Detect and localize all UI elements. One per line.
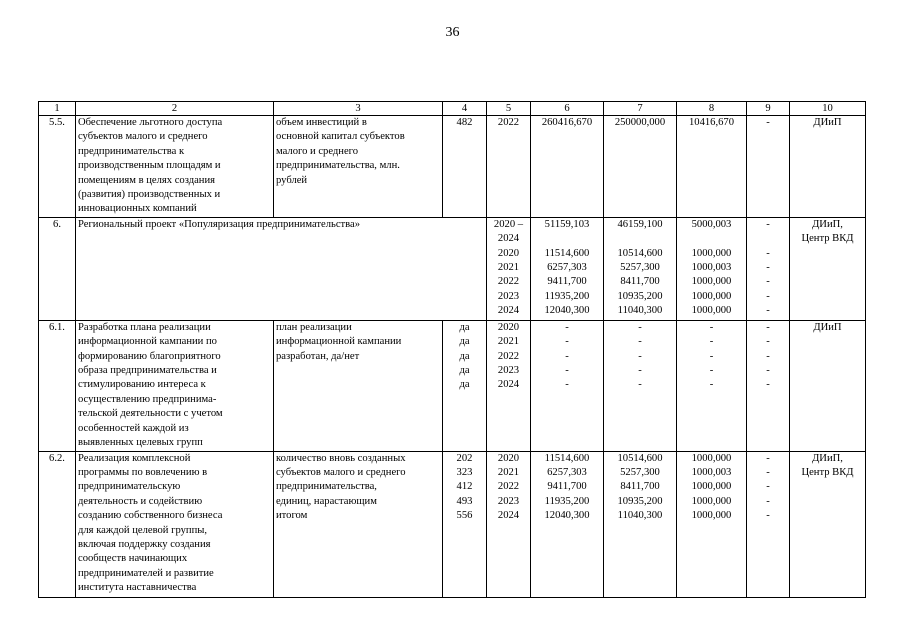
other-funding-line: - [766, 350, 770, 362]
local-funding-line: 1000,000 [691, 495, 732, 507]
other-funding-line: - [766, 218, 770, 230]
activity-name-line: созданию собственного бизнеса [78, 510, 223, 522]
other-funding-line: - [766, 262, 770, 274]
executor-line: Центр ВКД [801, 233, 854, 245]
total-funding-line: 12040,300 [544, 510, 590, 522]
total-funding-line: 11514,600 [544, 247, 590, 259]
plan-table [38, 101, 866, 598]
regional-funding-line: 5257,300 [620, 466, 660, 478]
year-cell-line: 2022 [497, 117, 520, 128]
total-funding-line: 12040,300 [544, 305, 590, 317]
indicator-text-line: информационной кампании [276, 336, 402, 348]
year-cell-line: 2021 [497, 262, 520, 274]
executor-line: ДИиП [813, 117, 842, 128]
total-funding-line: - [565, 365, 569, 377]
other-funding-line: - [766, 290, 770, 302]
total-funding-line: - [565, 379, 569, 391]
table-row [39, 320, 866, 451]
total-funding-line: 11935,200 [544, 495, 590, 507]
other-funding [747, 451, 790, 597]
target-value-line: 202 [456, 452, 473, 464]
activity-name-line: для каждой целевой группы, [78, 524, 208, 536]
total-funding [531, 320, 604, 451]
target-value [443, 116, 487, 218]
year-cell-line: 2023 [497, 365, 520, 377]
column-number-cell: 6 [531, 102, 604, 116]
activity-name-line: Реализация комплексной [78, 452, 191, 464]
year-cell [487, 116, 531, 218]
indicator-text [274, 451, 443, 597]
regional-funding [604, 217, 677, 320]
regional-funding-line: 46159,100 [617, 218, 663, 230]
indicator-text-line: малого и среднего [276, 145, 359, 157]
regional-funding-line: - [638, 350, 642, 362]
regional-funding-line: 10514,600 [617, 247, 663, 259]
row-number: 5.5. [39, 116, 76, 218]
row-number: 6.2. [39, 451, 76, 597]
indicator-text-line: предпринимательства, млн. [276, 160, 400, 172]
executor-line: Центр ВКД [801, 466, 854, 478]
year-cell-line: 2022 [497, 276, 520, 288]
other-funding-line: - [766, 466, 770, 478]
indicator-text-line: предпринимательства, [276, 481, 377, 493]
year-cell-line: 2020 [497, 321, 520, 333]
regional-funding [604, 116, 677, 218]
regional-funding-line: 11040,300 [617, 510, 663, 522]
year-cell-line: 2024 [497, 379, 520, 391]
activity-name [76, 451, 274, 597]
activity-name-line: формированию благоприятного [78, 350, 221, 362]
other-funding-line: - [766, 495, 770, 507]
page-number: 36 [445, 25, 460, 40]
project-title: Региональный проект «Популяризация предпринимательства» [76, 217, 487, 320]
column-number-cell: 4 [443, 102, 487, 116]
local-funding-line: - [709, 321, 714, 333]
column-number-cell: 10 [790, 102, 866, 116]
executor [790, 320, 866, 451]
activity-name-line: Разработка плана реализации [78, 321, 211, 333]
local-funding-line: 10416,670 [688, 117, 735, 128]
activity-name-line: осуществлению предпринима- [78, 393, 217, 405]
indicator-text-line: количество вновь созданных [276, 452, 406, 464]
executor-line: ДИиП [813, 321, 842, 333]
activity-name-line: особенностей каждой из [78, 422, 189, 434]
regional-funding-line: 11040,300 [617, 305, 663, 317]
local-funding-line: 1000,000 [691, 481, 732, 493]
target-value-line: да [459, 321, 470, 333]
executor [790, 217, 866, 320]
activity-name-line: предпринимателей и развитие [78, 567, 214, 579]
indicator-text [274, 116, 443, 218]
local-funding-line: - [709, 379, 714, 391]
year-cell [487, 451, 531, 597]
target-value-line: 482 [456, 117, 473, 128]
year-cell-line: 2021 [497, 466, 520, 478]
other-funding [747, 116, 790, 218]
total-funding-line: - [565, 336, 569, 348]
year-cell-line: 2023 [497, 495, 520, 507]
total-funding-line: 9411,700 [547, 481, 587, 493]
regional-funding-line: 10935,200 [617, 495, 663, 507]
other-funding [747, 217, 790, 320]
activity-name-line: помещениям в целях создания [78, 174, 216, 186]
target-value-line: 493 [456, 495, 473, 507]
target-value-line: да [459, 350, 470, 362]
indicator-text-line: итогом [276, 510, 308, 522]
local-funding-line: 1000,000 [691, 452, 732, 464]
year-cell-line: 2024 [497, 510, 520, 522]
target-value-line: 323 [456, 466, 473, 478]
other-funding-line: - [766, 510, 770, 522]
local-funding-line: 1000,000 [691, 510, 732, 522]
activity-name [76, 116, 274, 218]
regional-funding-line: 10514,600 [617, 452, 663, 464]
year-cell-line: 2020 [497, 452, 520, 464]
other-funding-line: - [766, 305, 770, 317]
total-funding-line: - [565, 350, 569, 362]
other-funding-line: - [766, 117, 770, 128]
local-funding-line: 1000,000 [691, 305, 732, 317]
indicator-text-line: основной капитал субъектов [276, 131, 405, 143]
indicator-text-line: субъектов малого и среднего [276, 466, 406, 478]
total-funding-line: 6257,303 [547, 262, 587, 274]
total-funding-line: - [565, 321, 569, 333]
other-funding-line: - [766, 276, 770, 288]
activity-name-line: выявленных целевых групп [78, 437, 203, 449]
indicator-text-line: объем инвестиций в [276, 117, 367, 128]
other-funding-line: - [766, 481, 770, 493]
regional-funding-line: - [638, 379, 642, 391]
other-funding-line: - [766, 365, 770, 377]
regional-funding-line: 5257,300 [620, 262, 660, 274]
local-funding [677, 217, 747, 320]
regional-funding-line: 8411,700 [620, 276, 660, 288]
local-funding-line: 1000,003 [691, 262, 732, 274]
column-number-cell: 3 [274, 102, 443, 116]
row-number: 6.1. [39, 320, 76, 451]
column-number-cell: 2 [76, 102, 274, 116]
indicator-text-line: план реализации [276, 321, 352, 333]
local-funding-line: - [709, 350, 714, 362]
activity-name-line: института наставничества [78, 582, 197, 594]
target-value-line: 556 [456, 510, 473, 522]
local-funding [677, 116, 747, 218]
total-funding-line: 51159,103 [544, 218, 590, 230]
total-funding-line: 6257,303 [547, 466, 587, 478]
regional-funding-line [606, 232, 674, 246]
local-funding-line [679, 232, 744, 246]
total-funding [531, 451, 604, 597]
executor [790, 451, 866, 597]
column-number-cell: 5 [487, 102, 531, 116]
local-funding-line: - [709, 365, 714, 377]
local-funding-line: 1000,003 [691, 466, 732, 478]
column-number-cell: 1 [39, 102, 76, 116]
activity-name-line: инновационных компаний [78, 203, 197, 215]
local-funding-line: 1000,000 [691, 276, 732, 288]
table-row [39, 451, 866, 597]
activity-name-line: тельской деятельности с учетом [78, 408, 223, 420]
other-funding-line: - [766, 379, 770, 391]
total-funding-line: 260416,670 [541, 117, 593, 128]
other-funding [747, 320, 790, 451]
local-funding [677, 451, 747, 597]
year-cell-line: 2022 [497, 350, 520, 362]
table-row [39, 217, 866, 320]
activity-name-line: сообществ начинающих [78, 553, 188, 565]
activity-name-line: предпринимательскую [78, 481, 181, 493]
regional-funding-line: - [638, 321, 642, 333]
total-funding-line: 9411,700 [547, 276, 587, 288]
activity-name [76, 320, 274, 451]
year-cell-line: 2023 [497, 290, 520, 302]
year-cell-line: 2024 [497, 233, 520, 245]
indicator-text-line: рублей [276, 174, 308, 186]
other-funding-line: - [766, 452, 770, 464]
indicator-text-line: единиц, нарастающим [276, 495, 377, 507]
regional-funding [604, 320, 677, 451]
activity-name-line: деятельность и содействию [78, 495, 203, 507]
local-funding-line: 1000,000 [691, 290, 732, 302]
activity-name-line: субъектов малого и среднего [78, 131, 208, 143]
activity-name-line: образа предпринимательства и [78, 365, 217, 377]
year-cell-line: 2024 [497, 305, 520, 317]
indicator-text-line: разработан, да/нет [276, 350, 360, 362]
regional-funding-line: 10935,200 [617, 290, 663, 302]
activity-name-line: информационной кампании по [78, 336, 217, 348]
activity-name-line: программы по вовлечению в [78, 466, 208, 478]
activity-name-line: предпринимательства к [78, 145, 185, 157]
local-funding-line: 5000,003 [691, 218, 732, 230]
other-funding-line: - [766, 336, 770, 348]
regional-funding [604, 451, 677, 597]
total-funding-line: 11935,200 [544, 290, 590, 302]
regional-funding-line: 8411,700 [620, 481, 660, 493]
year-cell-line: 2021 [497, 336, 520, 348]
regional-funding-line: - [638, 336, 642, 348]
column-number-row [39, 102, 866, 116]
table-row [39, 116, 866, 218]
activity-name-line: производственным площадям и [78, 160, 221, 172]
year-cell-line: 2022 [497, 481, 520, 493]
regional-funding-line: 250000,000 [614, 117, 666, 128]
row-number: 6. [39, 217, 76, 320]
local-funding-line: 1000,000 [691, 247, 732, 259]
total-funding [531, 217, 604, 320]
target-value-line: 412 [456, 481, 473, 493]
year-cell-line: 2020 [497, 247, 520, 259]
year-cell-line: 2020 – [493, 218, 524, 230]
target-value-line: да [459, 379, 470, 391]
executor-line: ДИиП, [812, 218, 843, 230]
other-funding-line: - [766, 247, 770, 259]
other-funding-line: - [766, 321, 770, 333]
total-funding-line: 11514,600 [544, 452, 590, 464]
activity-name-line: стимулированию интереса к [78, 379, 206, 391]
target-value-line: да [459, 336, 470, 348]
target-value [443, 451, 487, 597]
regional-funding-line: - [638, 365, 642, 377]
target-value-line: да [459, 365, 470, 377]
local-funding-line: - [709, 336, 714, 348]
total-funding [531, 116, 604, 218]
total-funding-line [533, 232, 601, 246]
year-cell [487, 217, 531, 320]
activity-name-line: включая поддержку создания [78, 538, 211, 550]
activity-name-line: Обеспечение льготного доступа [78, 117, 223, 128]
local-funding [677, 320, 747, 451]
year-cell [487, 320, 531, 451]
column-number-cell: 9 [747, 102, 790, 116]
indicator-text [274, 320, 443, 451]
other-funding-line [749, 232, 787, 246]
column-number-cell: 8 [677, 102, 747, 116]
executor [790, 116, 866, 218]
activity-name-line: (развития) производственных и [78, 189, 221, 201]
column-number-cell: 7 [604, 102, 677, 116]
target-value [443, 320, 487, 451]
executor-line: ДИиП, [812, 452, 843, 464]
